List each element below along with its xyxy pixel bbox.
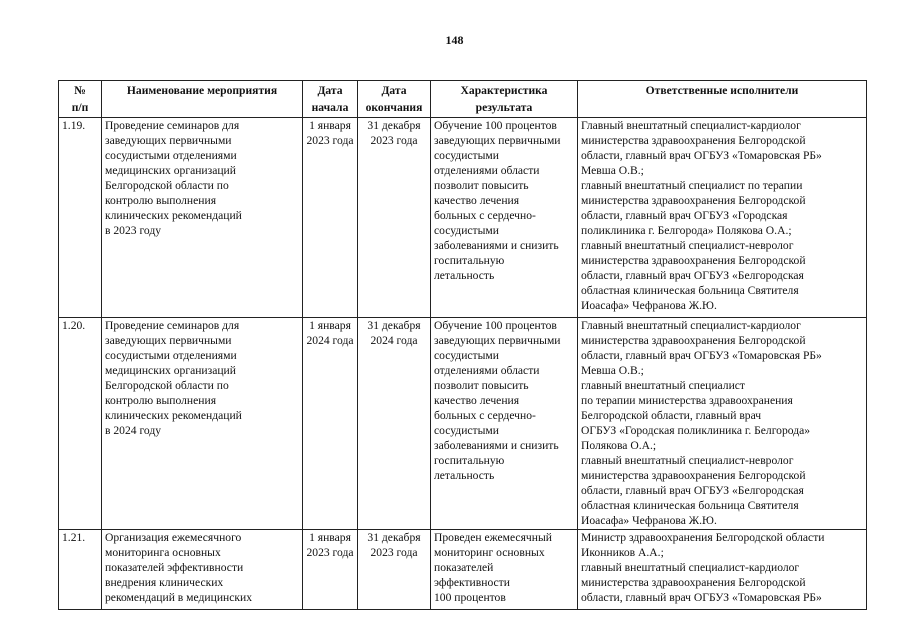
page-number: 148 <box>445 33 464 47</box>
result-description: Обучение 100 процентов заведующих первичными сосудистыми отделениями области позволит повысить качество лечения больных с сердечно- сосудистыми заболеваниями и снизить госпитальную летальность <box>431 318 578 530</box>
start-date: 1 января 2023 года <box>303 118 358 318</box>
row-number: 1.20. <box>59 318 102 530</box>
responsible-persons: Главный внештатный специалист-кардиолог министерства здравоохранения Белгородской области, главный врач ОГБУЗ «Томаровская РБ» Мевша О.В.; главный внештатный специалист по терапии министерства здравоохранения Белгородской области, главный врач ОГБУЗ «Городская поликлиника г. Белгорода» Полякова О.А.; главный внештатный специалист-невролог министерства здравоохранения Белгородской области, главный врач ОГБУЗ «Белгородская областная клиническая больница Святителя Иоасафа» Чефранова Ж.Ю. <box>578 118 867 318</box>
event-name: Проведение семинаров для заведующих первичными сосудистыми отделениями медицинских организаций Белгородской области по контролю выполнения клинических рекомендаций в 2023 году <box>102 118 303 318</box>
events-table <box>58 80 867 610</box>
result-description: Обучение 100 процентов заведующих первичными сосудистыми отделениями области позволит повысить качество лечения больных с сердечно- сосудистыми заболеваниями и снизить госпитальную летальность <box>431 118 578 318</box>
table-row <box>59 118 867 318</box>
table-header-row <box>59 81 867 118</box>
end-date: 31 декабря 2024 года <box>358 318 431 530</box>
result-description: Проведен ежемесячный мониторинг основных показателей эффективности 100 процентов <box>431 530 578 610</box>
end-date: 31 декабря 2023 года <box>358 118 431 318</box>
header-num: № п/п <box>59 81 102 118</box>
start-date: 1 января 2024 года <box>303 318 358 530</box>
row-number: 1.21. <box>59 530 102 610</box>
responsible-persons: Министр здравоохранения Белгородской области Иконников А.А.; главный внештатный специалист-кардиолог министерства здравоохранения Белгородской области, главный врач ОГБУЗ «Томаровская РБ» <box>578 530 867 610</box>
responsible-persons: Главный внештатный специалист-кардиолог министерства здравоохранения Белгородской области, главный врач ОГБУЗ «Томаровская РБ» Мевша О.В.; главный внештатный специалист по терапии министерства здравоохранения Белгородской области, главный врач ОГБУЗ «Городская поликлиника г. Белгорода» Полякова О.А.; главный внештатный специалист-невролог министерства здравоохранения Белгородской области, главный врач ОГБУЗ «Белгородская областная клиническая больница Святителя Иоасафа» Чефранова Ж.Ю. <box>578 318 867 530</box>
header-result: Характеристика результата <box>431 81 578 118</box>
start-date: 1 января 2023 года <box>303 530 358 610</box>
header-responsible: Ответственные исполнители <box>578 81 867 118</box>
event-name: Проведение семинаров для заведующих первичными сосудистыми отделениями медицинских организаций Белгородской области по контролю выполнения клинических рекомендаций в 2024 году <box>102 318 303 530</box>
header-start-date: Дата начала <box>303 81 358 118</box>
event-name: Организация ежемесячного мониторинга основных показателей эффективности внедрения клинических рекомендаций в медицинских <box>102 530 303 610</box>
header-name: Наименование мероприятия <box>102 81 303 118</box>
table-row <box>59 530 867 610</box>
table-row <box>59 318 867 530</box>
end-date: 31 декабря 2023 года <box>358 530 431 610</box>
header-end-date: Дата окончания <box>358 81 431 118</box>
row-number: 1.19. <box>59 118 102 318</box>
